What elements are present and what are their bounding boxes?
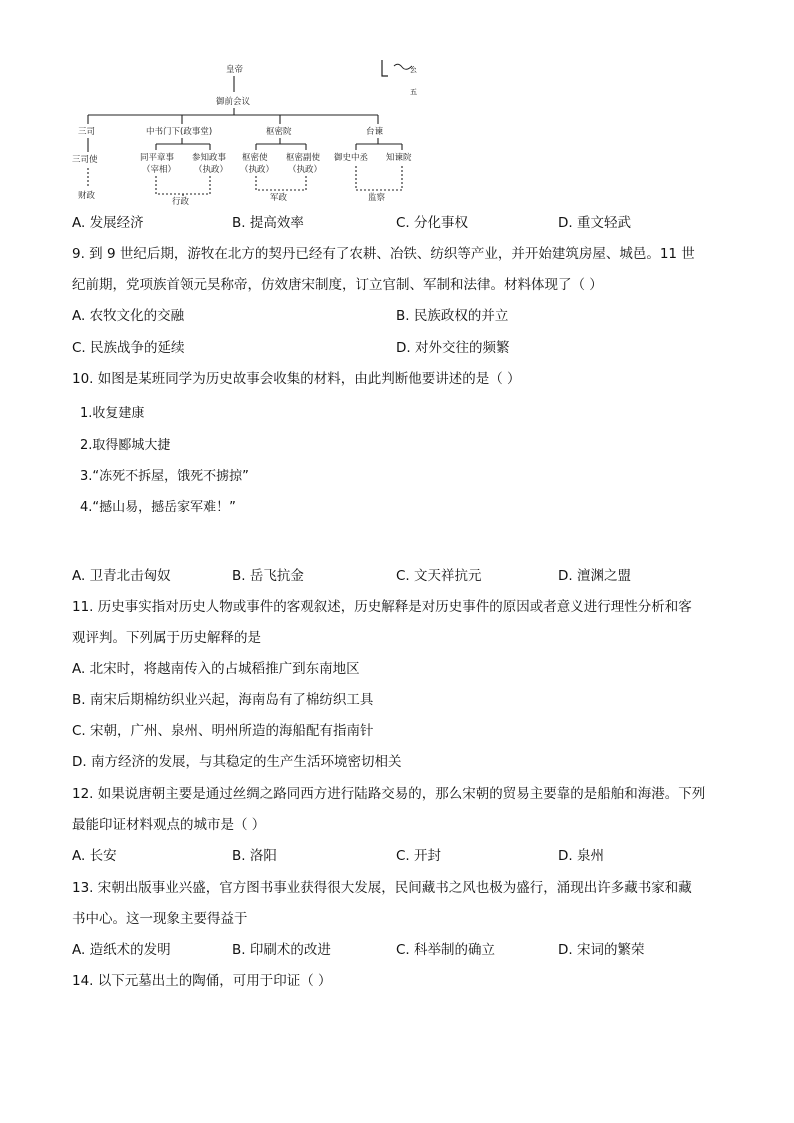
- q8-option-d: D. 重文轻武: [558, 215, 631, 231]
- q12-option-d: D. 泉州: [558, 848, 604, 864]
- q11-stem-line2: 观评判。下列属于历史解释的是: [72, 630, 261, 646]
- q10-material-3: 3.“冻死不拆屋，饿死不掳掠”: [80, 469, 249, 484]
- q10-material-1: 1.收复建康: [80, 406, 145, 421]
- node-caizheng: 财政: [78, 191, 96, 201]
- q13-option-a: A. 造纸术的发明: [72, 942, 171, 958]
- q9-option-c: C. 民族战争的延续: [72, 340, 185, 356]
- node-sansi: 三司: [78, 127, 96, 137]
- q10-material-2: 2.取得郾城大捷: [80, 438, 171, 453]
- q12-option-c: C. 开封: [396, 848, 442, 864]
- node-shumishi-sub: （执政）: [240, 165, 275, 175]
- fragment-text-b: 五: [410, 88, 417, 96]
- node-junzheng: 军政: [270, 193, 288, 203]
- q10-option-c: C. 文天祥抗元: [396, 568, 482, 584]
- q13-option-d: D. 宋词的繁荣: [558, 942, 645, 958]
- node-council: 御前会议: [216, 97, 251, 107]
- q10-stem-line1: 10. 如图是某班同学为历史故事会收集的材料，由此判断他要讲述的是（ ）: [72, 371, 521, 387]
- q8-option-c: C. 分化事权: [396, 215, 469, 231]
- node-canzhi-sub: （执政）: [194, 165, 229, 175]
- q13-option-c: C. 科举制的确立: [396, 942, 496, 958]
- q13-option-b: B. 印刷术的改进: [232, 942, 331, 958]
- node-tongping: 同平章事: [140, 153, 175, 163]
- node-shumifu-sub: （执政）: [288, 165, 323, 175]
- q14-stem-line1: 14. 以下元墓出土的陶俑，可用于印证（ ）: [72, 973, 332, 989]
- q8-option-a: A. 发展经济: [72, 215, 144, 231]
- node-shumifu: 枢密副使: [286, 153, 321, 163]
- figure-fragment: [380, 58, 424, 98]
- q10-option-b: B. 岳飞抗金: [232, 568, 304, 584]
- node-emperor: 皇帝: [226, 65, 244, 75]
- q9-stem-line2: 纪前期，党项族首领元昊称帝，仿效唐宋制度，订立官制、军制和法律。材料体现了（ ）: [72, 277, 603, 293]
- song-government-diagram: [60, 52, 430, 212]
- node-yushi: 御史中丞: [334, 153, 369, 163]
- q12-stem-line1: 12. 如果说唐朝主要是通过丝绸之路同西方进行陆路交易的，那么宋朝的贸易主要靠的是船舶和海港。下列: [72, 786, 706, 802]
- fragment-text-a: 㕕: [410, 66, 417, 74]
- q11-option-b: B. 南宋后期棉纺织业兴起，海南岛有了棉纺织工具: [72, 692, 374, 708]
- q11-option-c: C. 宋朝，广州、泉州、明州所造的海船配有指南针: [72, 723, 374, 739]
- q12-stem-line2: 最能印证材料观点的城市是（ ）: [72, 817, 266, 833]
- q9-stem-line1: 9. 到 9 世纪后期，游牧在北方的契丹已经有了农耕、冶铁、纺织等产业，并开始建筑房屋、城邑。11 世: [72, 246, 695, 262]
- q11-stem-line1: 11. 历史事实指对历史人物或事件的客观叙述，历史解释是对历史事件的原因或者意义进行理性分析和客: [72, 599, 692, 615]
- q12-option-b: B. 洛阳: [232, 848, 277, 864]
- q10-option-a: A. 卫青北击匈奴: [72, 568, 171, 584]
- node-zhongshu: 中书门下(政事堂): [146, 127, 213, 137]
- node-canzhi: 参知政事: [192, 153, 227, 163]
- q10-option-d: D. 澶渊之盟: [558, 568, 631, 584]
- q13-stem-line2: 书中心。这一现象主要得益于: [72, 911, 248, 927]
- node-shumi: 枢密院: [266, 127, 292, 137]
- q10-material-4: 4.“撼山易，撼岳家军难！”: [80, 500, 236, 515]
- q13-stem-line1: 13. 宋朝出版事业兴盛，官方图书事业获得很大发展，民间藏书之风也极为盛行，涌现出许多藏书家和藏: [72, 880, 692, 896]
- node-sansishi: 三司使: [72, 155, 98, 165]
- node-jiancha: 监察: [368, 193, 386, 203]
- q9-option-a: A. 农牧文化的交融: [72, 308, 185, 324]
- q11-option-d: D. 南方经济的发展，与其稳定的生产生活环境密切相关: [72, 754, 402, 770]
- node-taijian: 台谏: [366, 127, 384, 137]
- q12-option-a: A. 长安: [72, 848, 117, 864]
- node-xingzheng: 行政: [172, 197, 190, 207]
- q11-option-a: A. 北宋时，将越南传入的占城稻推广到东南地区: [72, 661, 360, 677]
- q8-option-b: B. 提高效率: [232, 215, 304, 231]
- q9-option-d: D. 对外交往的频繁: [396, 340, 510, 356]
- q9-option-b: B. 民族政权的并立: [396, 308, 509, 324]
- node-zhijian: 知谏院: [386, 153, 412, 163]
- node-shumishi: 枢密使: [242, 153, 268, 163]
- node-tongping-sub: （宰相）: [142, 165, 177, 175]
